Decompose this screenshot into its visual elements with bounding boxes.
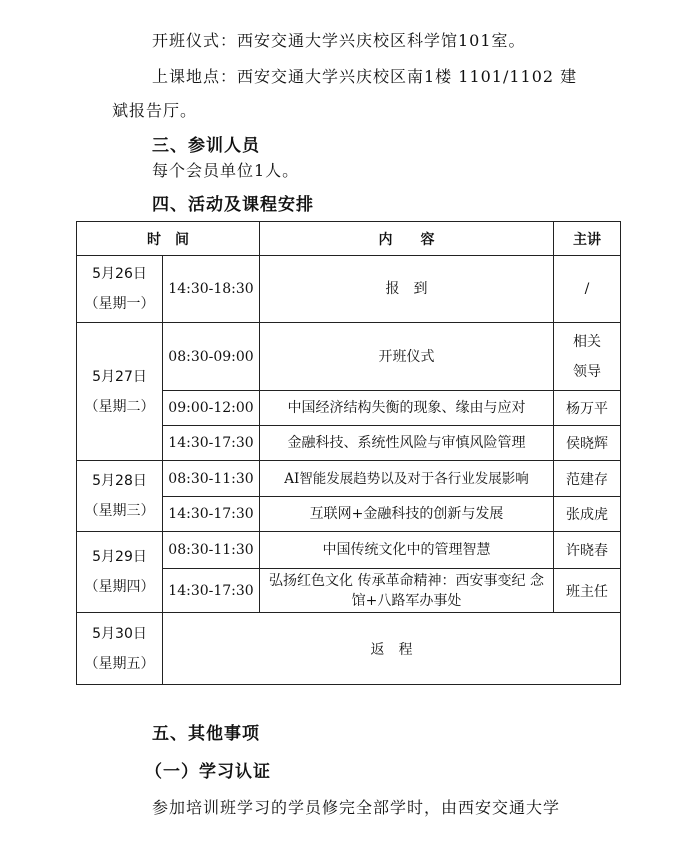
time-cell: 14:30-17:30 (163, 497, 260, 532)
schedule-table (76, 221, 621, 685)
header-time: 时 间 (77, 222, 260, 256)
content-cell: 报 到 (260, 256, 554, 323)
time-cell: 14:30-17:30 (163, 569, 260, 613)
date: 5月27日 (92, 368, 147, 385)
time-cell: 08:30-11:30 (163, 461, 260, 497)
section5-text: 参加培训班学习的学员修完全部学时，由西安交通大学 (152, 798, 561, 817)
header-speaker: 主讲 (554, 222, 621, 256)
date-cell (77, 613, 163, 685)
speaker-name: 相关领导 (572, 333, 601, 380)
section3-text: 每个会员单位1人。 (152, 161, 300, 180)
speaker-cell: 侯晓辉 (554, 426, 621, 461)
content-cell: 返 程 (163, 613, 621, 685)
speaker-cell: 班主任 (554, 569, 621, 613)
time-cell: 14:30-17:30 (163, 426, 260, 461)
opening-ceremony-line: 开班仪式：西安交通大学兴庆校区科学馆101室。 (152, 31, 526, 50)
table-row (77, 532, 621, 569)
section5-sub1-title: （一）学习认证 (145, 762, 271, 782)
weekday: （星期二） (84, 398, 155, 415)
date-cell (77, 323, 163, 461)
speaker-cell: 范建存 (554, 461, 621, 497)
content-cell: AI智能发展趋势以及对于各行业发展影响 (260, 461, 554, 497)
content-cell: 弘扬红色文化 传承革命精神：西安事变纪 念馆+八路军办事处 (260, 569, 554, 613)
content-cell: 开班仪式 (260, 323, 554, 391)
table-row (77, 461, 621, 497)
date: 5月28日 (92, 473, 147, 489)
time-cell: 08:30-11:30 (163, 532, 260, 569)
date-cell (77, 256, 163, 323)
speaker-cell: / (554, 256, 621, 323)
date: 5月30日 (92, 625, 147, 642)
table-row (77, 323, 621, 391)
section4-title: 四、活动及课程安排 (152, 195, 314, 215)
table-row (77, 613, 621, 685)
speaker-cell: 杨万平 (554, 391, 621, 426)
section3-title: 三、参训人员 (152, 136, 260, 156)
weekday: （星期一） (84, 296, 155, 312)
weekday: （星期三） (84, 503, 155, 519)
weekday: （星期五） (84, 655, 155, 672)
time-cell: 14:30-18:30 (163, 256, 260, 323)
weekday: （星期四） (84, 579, 155, 595)
date-cell (77, 461, 163, 532)
table-header-row (77, 222, 621, 256)
header-content: 内 容 (260, 222, 554, 256)
date: 5月26日 (92, 266, 147, 282)
content-cell: 互联网+金融科技的创新与发展 (260, 497, 554, 532)
content-cell: 中国经济结构失衡的现象、缘由与应对 (260, 391, 554, 426)
location-line: 上课地点：西安交通大学兴庆校区南1楼 1101/1102 建 (152, 67, 578, 86)
content-cell: 金融科技、系统性风险与审慎风险管理 (260, 426, 554, 461)
date: 5月29日 (92, 549, 147, 565)
section5-title: 五、其他事项 (152, 724, 260, 744)
table-row (77, 256, 621, 323)
speaker-cell: 张成虎 (554, 497, 621, 532)
content-cell: 中国传统文化中的管理智慧 (260, 532, 554, 569)
time-cell: 09:00-12:00 (163, 391, 260, 426)
time-cell: 08:30-09:00 (163, 323, 260, 391)
date-cell (77, 532, 163, 613)
speaker-cell (554, 323, 621, 391)
speaker-cell: 许晓春 (554, 532, 621, 569)
location-line-continued: 斌报告厅。 (112, 101, 198, 120)
